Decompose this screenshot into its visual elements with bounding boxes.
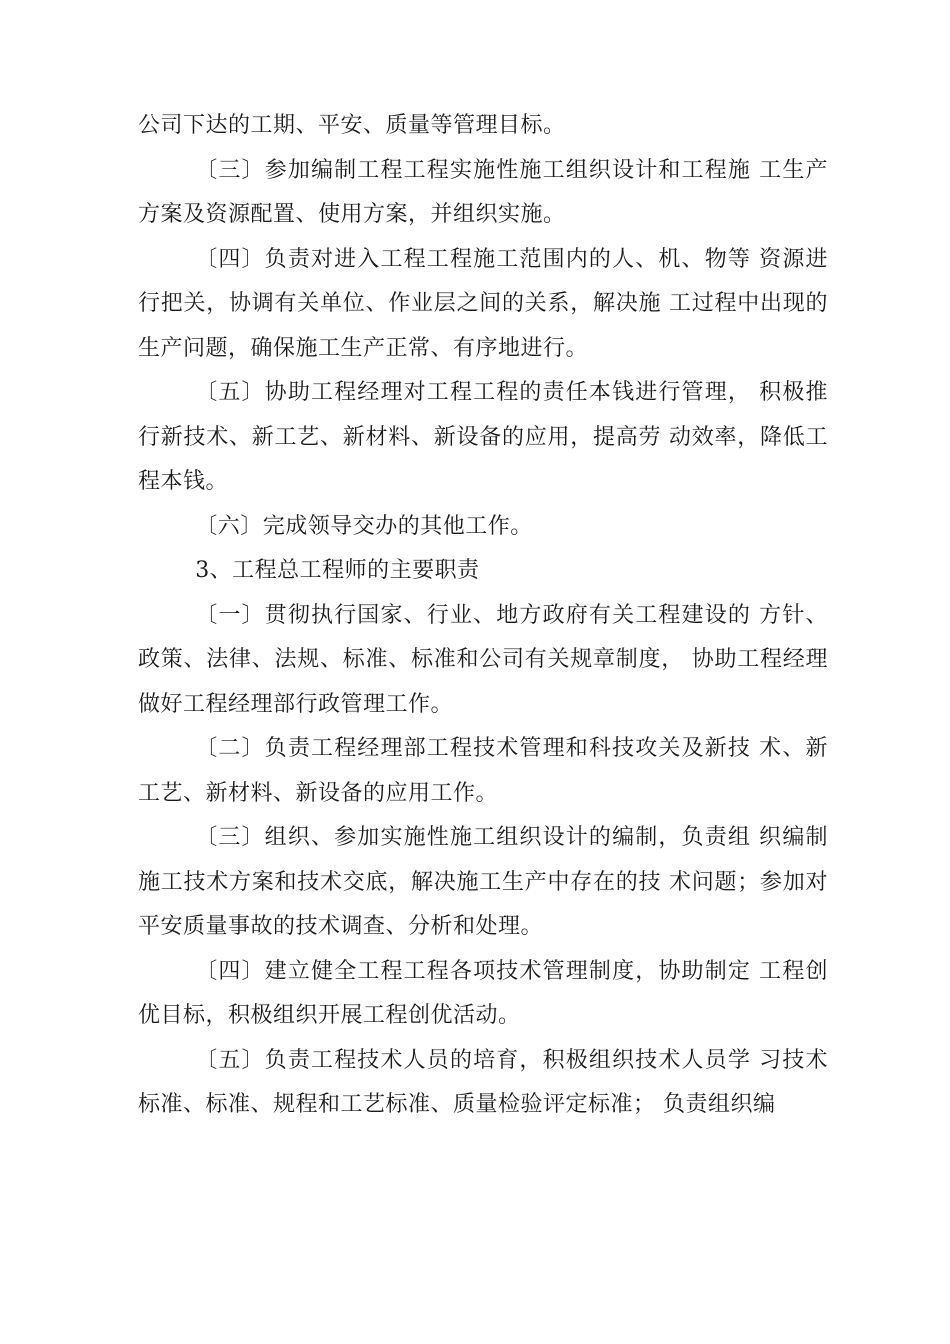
paragraph-1: 公司下达的工期、平安、质量等管理目标。 [138,113,566,138]
document-body [138,104,828,1128]
paragraph-2: 〔三〕参加编制工程工程实施性施工组织设计和工程施 工生产方案及资源配置、使用方案，并组织实施。 [138,157,828,227]
paragraph-10: 〔四〕建立健全工程工程各项技术管理制度，协助制定 工程创优目标，积极组织开展工程创优活动。 [138,958,828,1028]
paragraph-8: 〔二〕负责工程经理部工程技术管理和科技攻关及新技 术、新工艺、新材料、新设备的应用工作。 [138,736,828,806]
paragraph-11: 〔五〕负责工程技术人员的培育，积极组织技术人员学 习技术标准、标准、规程和工艺标准、质量检验评定标准； 负责组织编 [138,1047,828,1117]
section-heading: 3、工程总工程师的主要职责 [195,558,480,583]
paragraph-9: 〔三〕组织、参加实施性施工组织设计的编制，负责组 织编制施工技术方案和技术交底，解决施工生产中存在的技 术问题；参加对平安质量事故的技术调查、分析和处理。 [138,825,828,939]
paragraph-7: 〔一〕贯彻执行国家、行业、地方政府有关工程建设的 方针、政策、法律、法规、标准、标准和公司有关规章制度， 协助工程经理做好工程经理部行政管理工作。 [138,602,828,717]
paragraph-3: 〔四〕负责对进入工程工程施工范围内的人、机、物等 资源进行把关，协调有关单位、作业层之间的关系，解决施 工过程中出现的生产问题，确保施工生产正常、有序地进行。 [138,246,828,361]
paragraph-5: 〔六〕完成领导交办的其他工作。 [195,513,533,539]
paragraph-4: 〔五〕协助工程经理对工程工程的责任本钱进行管理， 积极推行新技术、新工艺、新材料、新设备的应用，提高劳 动效率，降低工程本钱。 [138,380,828,494]
